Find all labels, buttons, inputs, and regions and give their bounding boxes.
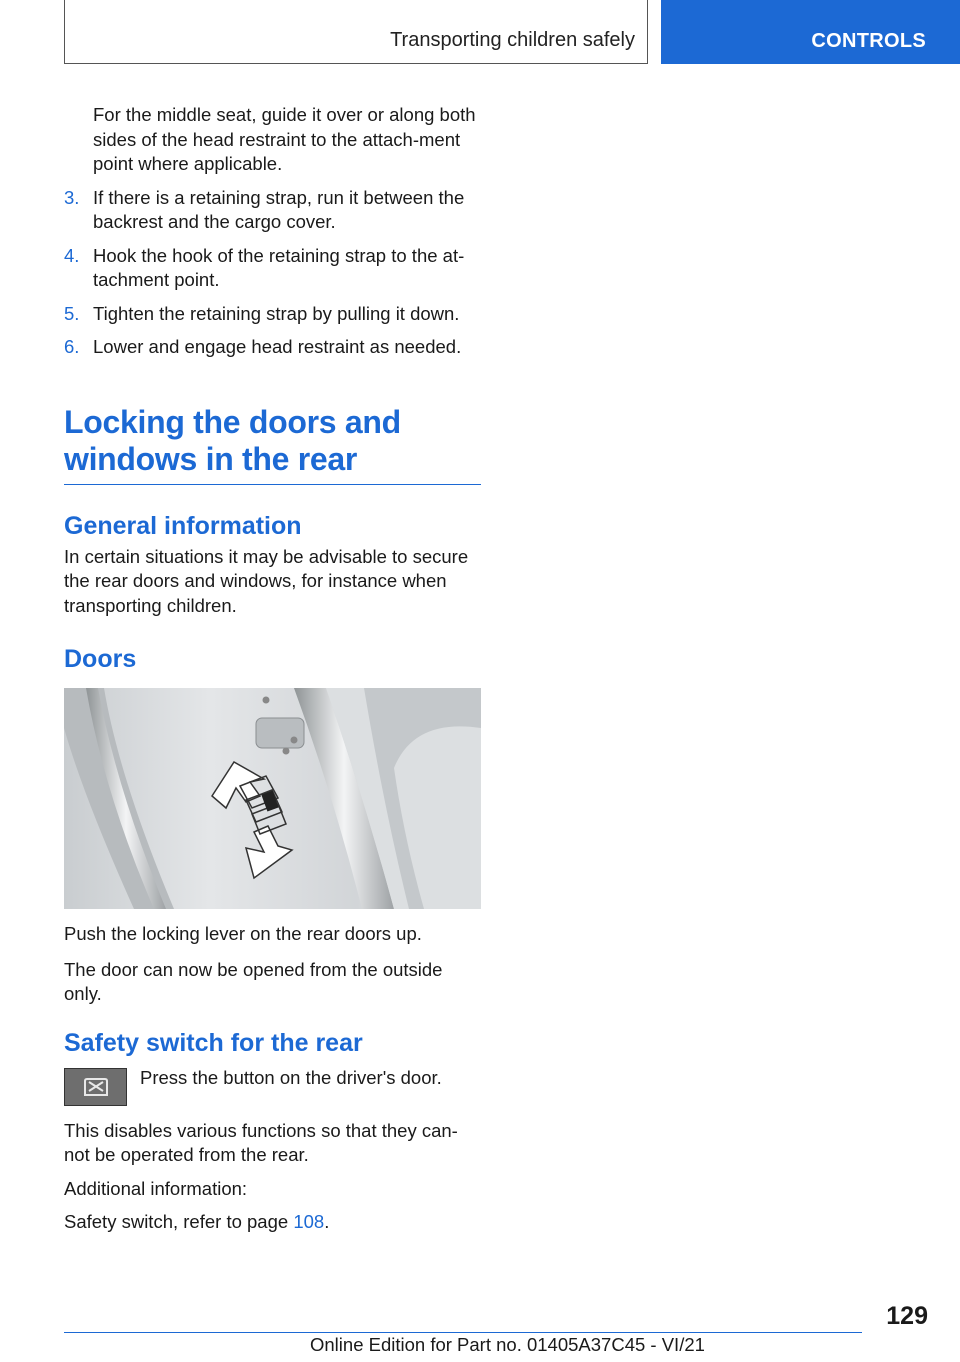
step-item: [64, 335, 481, 360]
step-number: 5.: [64, 302, 80, 324]
step-text: Tighten the retaining strap by pulling it down.: [93, 302, 460, 324]
header-title-box: [64, 0, 648, 64]
additional-info-label: Additional information:: [64, 1177, 248, 1199]
footer-divider: [64, 1332, 862, 1333]
step-text: Lower and engage head restraint as needed.: [93, 336, 462, 357]
page-number: 129: [886, 1302, 928, 1330]
step-item: [64, 186, 481, 235]
safety-switch-row: [64, 1064, 481, 1108]
step-item: [64, 244, 481, 293]
safety-text-1: This disables various functions so that they can‐not be operated from the rear.: [64, 1119, 458, 1165]
door-lock-lever-photo: [64, 688, 481, 909]
step-text: If there is a retaining strap, run it between the backrest and the cargo cover.: [93, 186, 465, 232]
safety-heading: Safety switch for the rear: [64, 1028, 363, 1057]
doors-text-1: Push the locking lever on the rear doors up.: [64, 923, 422, 944]
general-heading: General information: [64, 511, 302, 540]
step-item: [64, 302, 481, 327]
step-number: 3.: [64, 186, 80, 208]
header-section: CONTROLS: [811, 30, 926, 52]
doors-heading: Doors: [64, 645, 137, 673]
section-title: Locking the doors and windows in the rear: [64, 404, 481, 485]
page-reference: [64, 1210, 481, 1235]
doors-text-2: The door can now be opened from the outside only.: [64, 958, 443, 1004]
step-text: Hook the hook of the retaining strap to the at‐tachment point.: [93, 244, 465, 290]
footer-edition: Online Edition for Part no. 01405A37C45 - VI/21: [310, 1334, 705, 1355]
header-section-box: [661, 0, 960, 64]
step-number: 6.: [64, 336, 80, 357]
step-number: 4.: [64, 244, 80, 266]
header-title: Transporting children safely: [390, 29, 635, 51]
intro-text: For the middle seat, guide it over or along both sides of the head restraint to the attach‐ment point where applicable.: [93, 104, 476, 174]
window-lock-switch-icon: [64, 1068, 127, 1106]
safety-button-text: Press the button on the driver's door.: [140, 1066, 442, 1088]
page-reference-link[interactable]: 108: [293, 1211, 325, 1232]
page-reference-prefix: Safety switch, refer to page: [64, 1211, 294, 1232]
general-text: In certain situations it may be advisable to secure the rear doors and windows, for instance when transporting children.: [64, 545, 469, 616]
page-reference-suffix: .: [324, 1211, 330, 1232]
main-content: [64, 103, 481, 1235]
